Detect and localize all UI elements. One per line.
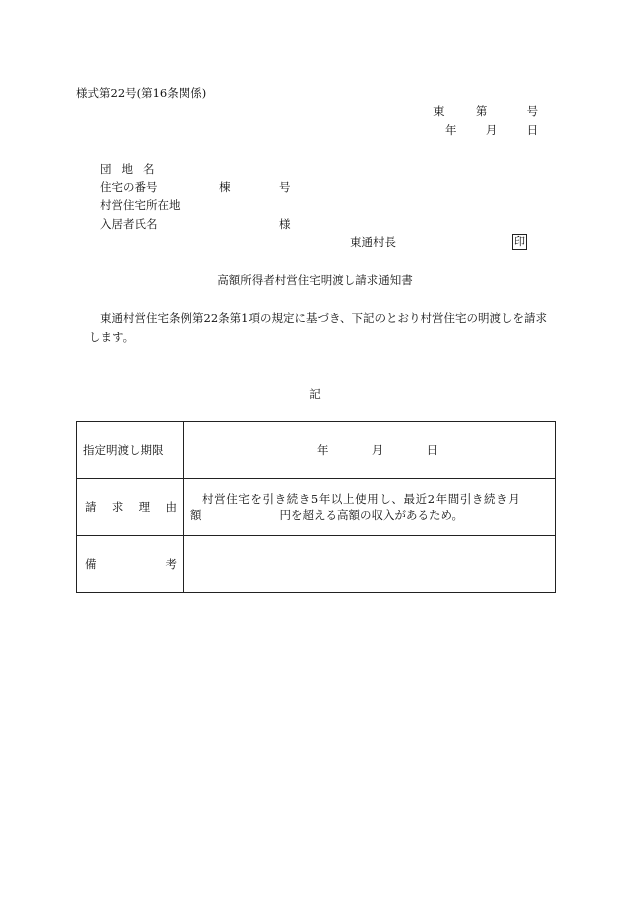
reason-label (77, 499, 183, 515)
address-label: 村営住宅所在地 (100, 198, 181, 212)
form-number: 様式第22号(第16条関係) (76, 86, 207, 100)
issue-date (445, 123, 538, 137)
issue-month: 月 (485, 123, 498, 137)
number-unit: 号 (279, 180, 291, 194)
deadline-value-cell (184, 422, 556, 479)
reason-value-cell (184, 479, 556, 536)
honorific: 様 (279, 217, 291, 231)
reason-char-1: 請 (85, 500, 97, 514)
deadline-row (77, 422, 556, 479)
complex-char-2: 地 (121, 162, 133, 176)
remarks-value-cell (184, 536, 556, 593)
remarks-label (77, 556, 183, 572)
reference-number (433, 104, 538, 118)
remarks-char-2: 考 (165, 557, 177, 571)
reason-line-1: 村営住宅を引き続き5年以上使用し、最近2年間引き続き月 (202, 492, 521, 506)
deadline-label-cell (77, 422, 184, 479)
issue-day: 日 (526, 123, 539, 137)
remarks-char-1: 備 (85, 557, 97, 571)
seal-box: 印 (514, 235, 525, 248)
reason-char-3: 理 (138, 500, 151, 514)
building-unit: 棟 (219, 180, 231, 194)
reason-line-2-start: 額 (190, 508, 202, 522)
ki-heading: 記 (309, 387, 321, 401)
reason-line-2 (184, 507, 555, 523)
sender-name: 東通村長 (350, 235, 396, 249)
complex-name-label (100, 162, 155, 176)
document-title: 高額所得者村営住宅明渡し請求通知書 (217, 273, 413, 287)
remarks-row (77, 536, 556, 593)
reference-suffix: 号 (526, 104, 539, 118)
complex-char-3: 名 (143, 162, 155, 176)
deadline-day: 日 (426, 443, 439, 457)
reference-mid: 第 (475, 104, 488, 118)
seal-mark (512, 234, 527, 250)
body-line-1: 東通村営住宅条例第22条第1項の規定に基づき、下記のとおり村営住宅の明渡しを請求 (100, 311, 547, 325)
reason-char-2: 求 (111, 500, 124, 514)
reason-label-cell (77, 479, 184, 536)
tenant-label: 入居者氏名 (100, 217, 158, 231)
complex-char-1: 団 (100, 162, 112, 176)
house-number-label: 住宅の番号 (100, 180, 158, 194)
reference-prefix: 東 (433, 104, 445, 118)
body-line-2: します。 (89, 330, 135, 344)
reason-char-4: 由 (165, 500, 177, 514)
deadline-month: 月 (371, 443, 384, 457)
issue-year: 年 (445, 123, 457, 137)
deadline-date (184, 442, 555, 458)
deadline-label: 指定明渡し期限 (83, 443, 164, 457)
remarks-label-cell (77, 536, 184, 593)
request-table (76, 421, 556, 593)
reason-line-2-end: 円を超える高額の収入があるため。 (279, 508, 464, 522)
deadline-year: 年 (317, 443, 329, 457)
reason-row (77, 479, 556, 536)
